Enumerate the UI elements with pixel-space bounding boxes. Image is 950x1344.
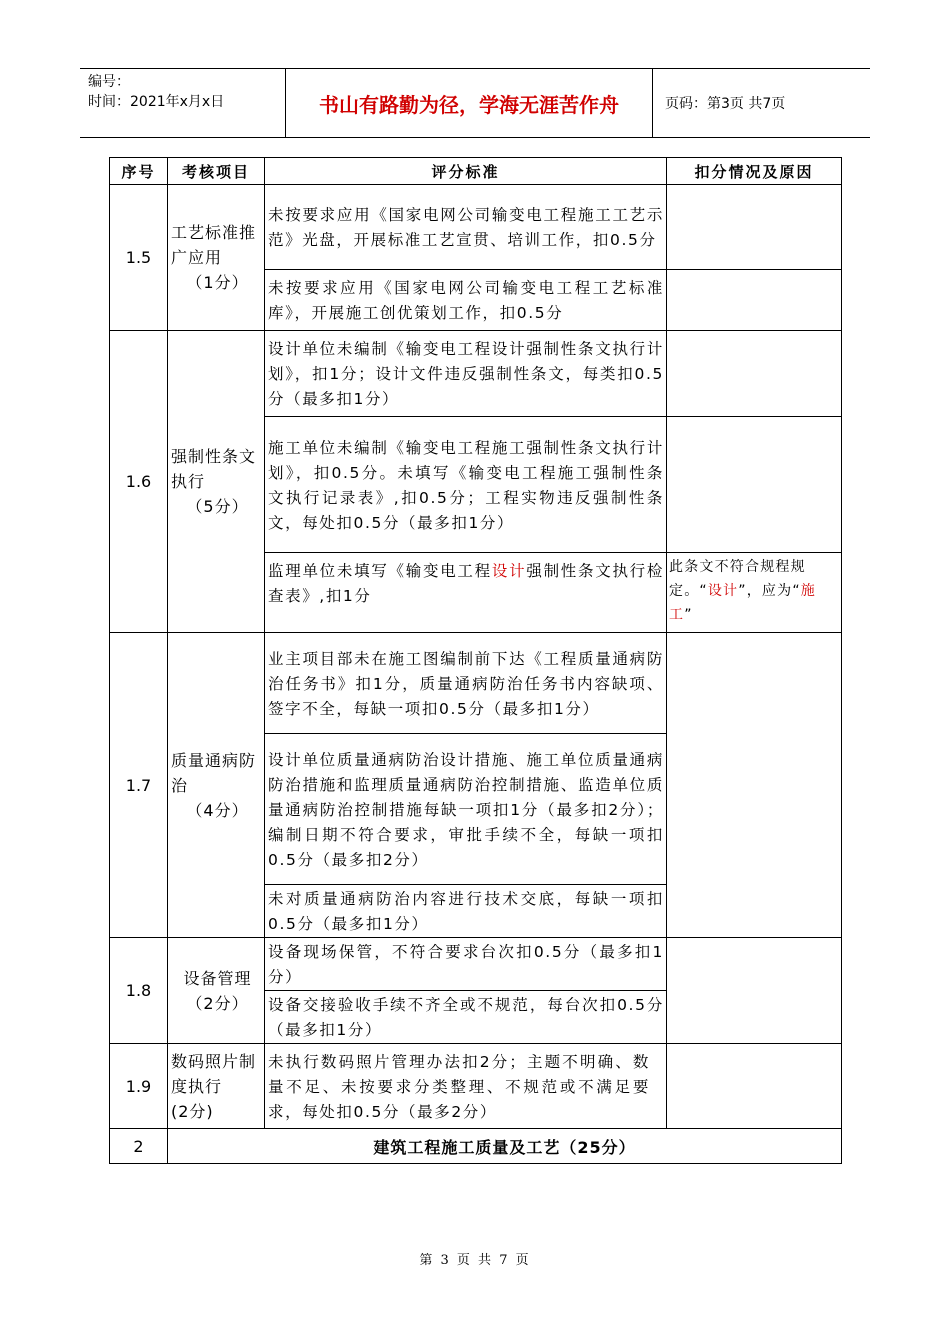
item-score: （5分） <box>186 497 249 516</box>
row-num: 1.5 <box>110 185 168 331</box>
deduction-cell <box>667 185 842 270</box>
item-title: 质量通病防治 <box>171 750 257 795</box>
table-header-row <box>110 158 842 185</box>
criteria-cell: 业主项目部未在施工图编制前下达《工程质量通病防治任务书》扣1分，质量通病防治任务书内容缺项、签字不全，每缺一项扣0.5分（最多扣1分） <box>265 633 667 734</box>
criteria-cell: 未按要求应用《国家电网公司输变电工程工艺标准库》，开展施工创优策划工作，扣0.5分 <box>265 270 667 331</box>
row-num: 1.8 <box>110 938 168 1044</box>
date-label: 时间：2021年x月x日 <box>88 94 225 110</box>
header-motto: 书山有路勤为径，学海无涯苦作舟 <box>286 69 653 137</box>
table-row <box>110 1044 842 1129</box>
col-header-item: 考核项目 <box>168 158 265 185</box>
row-item <box>168 185 265 331</box>
row-item <box>168 633 265 938</box>
item-score: （1分） <box>186 273 249 292</box>
criteria-cell <box>265 553 667 633</box>
table-row <box>110 938 842 991</box>
deduction-note <box>667 553 842 633</box>
item-title: 工艺标准推广应用 <box>171 223 257 267</box>
number-label: 编号： <box>88 74 130 90</box>
assessment-table <box>109 157 842 1164</box>
section-title: 建筑工程施工质量及工艺（25分） <box>168 1129 842 1164</box>
item-title: 强制性条文执行 <box>171 447 257 491</box>
table-row <box>110 185 842 270</box>
deduction-cell <box>667 938 842 1044</box>
header-page-info: 页码：第3页 共7页 <box>665 96 786 112</box>
item-title: 设备管理 <box>183 968 252 988</box>
deduction-cell <box>667 417 842 553</box>
criteria-cell: 设备现场保管，不符合要求台次扣0.5分（最多扣1分） <box>265 938 667 991</box>
row-num: 1.9 <box>110 1044 168 1129</box>
section-num: 2 <box>110 1129 168 1164</box>
item-title: 数码照片制度执行 <box>171 1051 257 1096</box>
header-meta <box>80 69 286 137</box>
criteria-cell: 设计单位未编制《输变电工程设计强制性条文执行计划》，扣1分；设计文件违反强制性条文，每类扣0.5分（最多扣1分） <box>265 331 667 417</box>
row-item <box>168 938 265 1044</box>
criteria-cell: 未按要求应用《国家电网公司输变电工程施工工艺示范》光盘，开展标准工艺宣贯、培训工作，扣0.5分 <box>265 185 667 270</box>
col-header-deduction: 扣分情况及原因 <box>667 158 842 185</box>
highlight-text: 设计 <box>491 562 527 580</box>
criteria-text: 强制性条文执行检查表》,扣1分 <box>268 562 664 605</box>
page-footer: 第 3 页 共 7 页 <box>419 1253 531 1268</box>
note-text: ” <box>684 607 693 623</box>
criteria-cell: 设备交接验收手续不齐全或不规范，每台次扣0.5分（最多扣1分） <box>265 991 667 1044</box>
page-header <box>80 68 870 138</box>
row-item <box>168 1044 265 1129</box>
deduction-cell <box>667 270 842 331</box>
row-num: 1.7 <box>110 633 168 938</box>
row-num: 1.6 <box>110 331 168 633</box>
deduction-cell <box>667 633 842 938</box>
item-score: （4分） <box>186 800 249 820</box>
item-score: (2分) <box>171 1101 214 1121</box>
note-text: 此条文不符合规程规定。“ <box>669 559 806 599</box>
deduction-cell <box>667 1044 842 1129</box>
criteria-cell: 施工单位未编制《输变电工程施工强制性条文执行计划》，扣0.5分。未填写《输变电工程施工强制性条文执行记录表》,扣0.5分；工程实物违反强制性条文，每处扣0.5分（最多扣1分） <box>265 417 667 553</box>
criteria-cell: 未对质量通病防治内容进行技术交底，每缺一项扣0.5分（最多扣1分） <box>265 885 667 938</box>
table-row <box>110 633 842 734</box>
note-text: ”，应为“ <box>738 583 801 599</box>
highlight-text: 施工 <box>669 583 816 623</box>
col-header-criteria: 评分标准 <box>265 158 667 185</box>
item-score: （2分） <box>186 993 249 1013</box>
section-row <box>110 1129 842 1164</box>
criteria-cell: 未执行数码照片管理办法扣2分；主题不明确、数量不足、未按要求分类整理、不规范或不满足要求，每处扣0.5分（最多2分） <box>265 1044 667 1129</box>
row-item <box>168 331 265 633</box>
deduction-cell <box>667 331 842 417</box>
col-header-num: 序号 <box>110 158 168 185</box>
table-row <box>110 331 842 417</box>
criteria-cell: 设计单位质量通病防治设计措施、施工单位质量通病防治措施和监理质量通病防治控制措施、监造单位质量通病防治控制措施每缺一项扣1分（最多扣2分）；编制日期不符合要求，审批手续不全，每缺一项扣0.5分（最多扣2分） <box>265 734 667 885</box>
highlight-text: 设计 <box>707 583 739 599</box>
criteria-text: 监理单位未填写《输变电工程 <box>268 562 492 580</box>
